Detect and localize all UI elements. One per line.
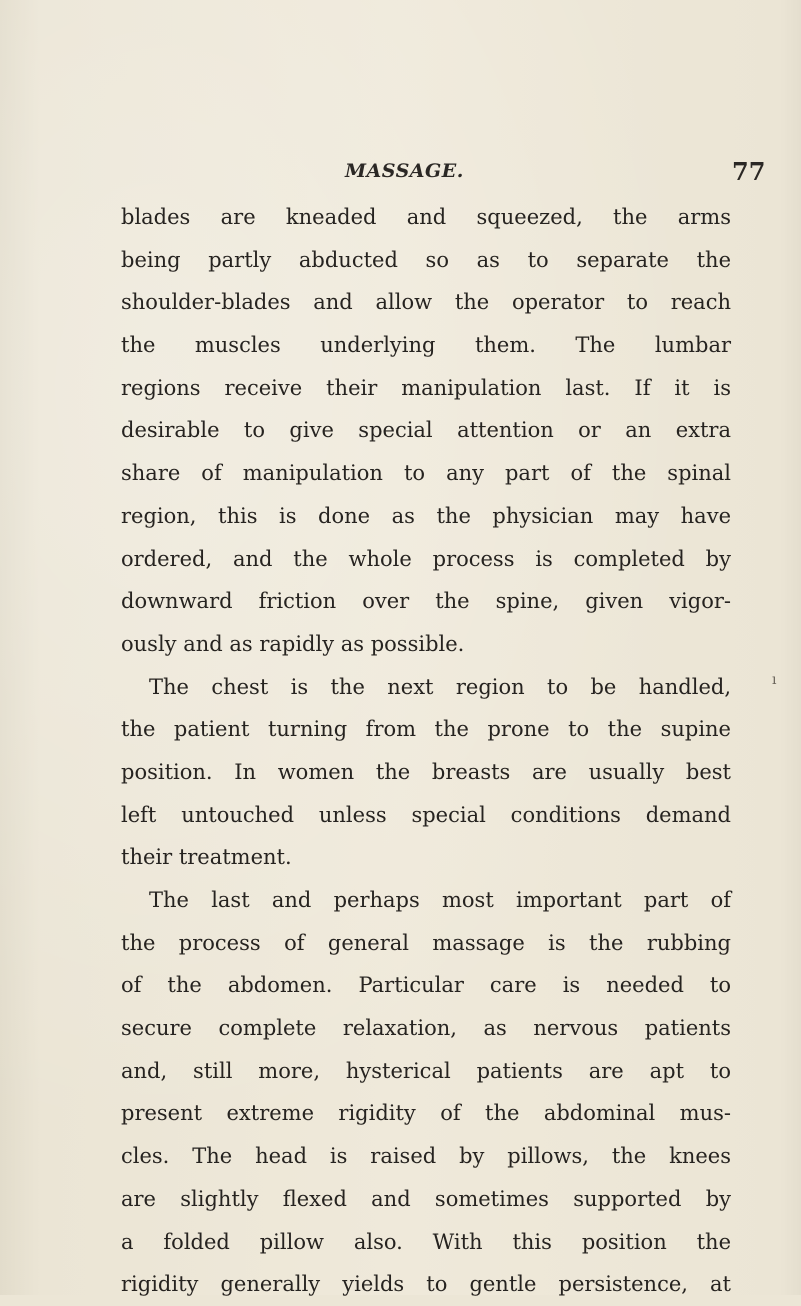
text-line: blades are kneaded and squeezed, the arms	[121, 205, 731, 229]
page-number: 77	[732, 157, 766, 186]
text-line: rigidity generally yields to gentle persistence, at	[121, 1272, 731, 1297]
text-line: position. In women the breasts are usually best	[121, 759, 731, 784]
text-line: downward friction over the spine, given vigor-	[121, 589, 731, 614]
running-title: MASSAGE.	[345, 160, 464, 182]
text-line-paragraph-start: The chest is the next region to be handled,	[149, 674, 731, 699]
text-line: cles. The head is raised by pillows, the knees	[121, 1144, 731, 1169]
text-line-paragraph-end: their treatment.	[121, 845, 292, 870]
text-line-paragraph-start: The last and perhaps most important part of	[149, 888, 731, 912]
text-line: the muscles underlying them. The lumbar	[121, 333, 731, 358]
body-text	[121, 196, 731, 1306]
text-line: secure complete relaxation, as nervous patients	[121, 1016, 731, 1041]
text-line: shoulder-blades and allow the operator to reach	[121, 290, 731, 315]
text-line-paragraph-end: ously and as rapidly as possible.	[121, 631, 465, 656]
text-line: are slightly flexed and sometimes supported by	[121, 1186, 731, 1211]
text-line: region, this is done as the physician may have	[121, 503, 731, 528]
text-line: regions receive their manipulation last. If it is	[121, 375, 731, 400]
text-line: the patient turning from the prone to the supine	[121, 717, 731, 742]
text-line: a folded pillow also. With this position the	[121, 1229, 731, 1254]
text-line: present extreme rigidity of the abdominal mus-	[121, 1101, 731, 1126]
text-line: being partly abducted so as to separate the	[121, 247, 731, 272]
text-line: desirable to give special attention or an extra	[121, 418, 731, 443]
text-line: left untouched unless special conditions demand	[121, 802, 731, 827]
text-line: ordered, and the whole process is completed by	[121, 546, 731, 571]
text-line: and, still more, hysterical patients are apt to	[121, 1058, 731, 1083]
margin-mark: ı	[772, 672, 777, 688]
text-line: the process of general massage is the rubbing	[121, 930, 731, 955]
text-line: of the abdomen. Particular care is needed to	[121, 973, 731, 998]
text-line: share of manipulation to any part of the spinal	[121, 461, 731, 486]
